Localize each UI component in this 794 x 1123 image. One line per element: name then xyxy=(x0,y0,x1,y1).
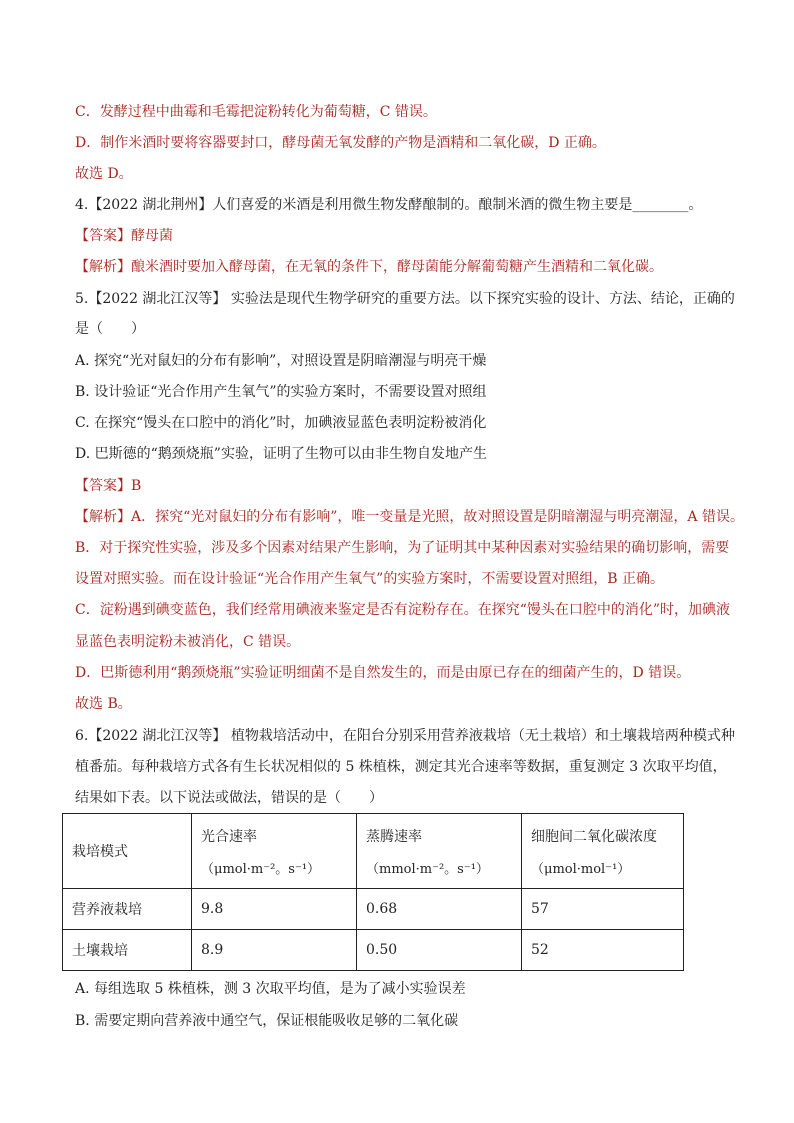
q5-explanation-c-line-2: 显蓝色表明淀粉未被消化，C 错误。 xyxy=(75,634,301,650)
answer-text: B xyxy=(131,478,142,494)
q4-answer xyxy=(75,227,173,245)
answer-label: 【答案】 xyxy=(75,228,131,244)
q5-explanation-b-line-2: 设置对照实验。而在设计验证“光合作用产生氧气”的实验方案时，不需要设置对照组，B 正确。 xyxy=(75,571,665,587)
table-cell: 土壤栽培 xyxy=(63,930,192,971)
q4-explanation xyxy=(75,258,663,276)
table-header-cell: 细胞间二氧化碳浓度 （μmol·mol⁻¹） xyxy=(522,814,684,889)
explanation-text: A．探究“光对鼠妇的分布有影响”，唯一变量是光照，故对照设置是阴暗潮湿与明亮潮湿，A 错误。 xyxy=(131,509,744,525)
explanation-text: 酿米酒时要加入酵母菌，在无氧的条件下，酵母菌能分解葡萄糖产生酒精和二氧化碳。 xyxy=(131,259,663,275)
answer-text: 酵母菌 xyxy=(131,228,173,244)
question-6-line-3: 结果如下表。以下说法或做法，错误的是（ ） xyxy=(75,790,383,806)
table-header-row xyxy=(63,814,684,889)
answer-conclusion-d: 故选 D。 xyxy=(75,166,133,182)
q6-option-b: B. 需要定期向营养液中通空气，保证根能吸收足够的二氧化碳 xyxy=(75,1013,459,1029)
table-header-cell: 光合速率 （μmol·m⁻²。s⁻¹） xyxy=(192,814,357,889)
q5-option-a: A. 探究“光对鼠妇的分布有影响”，对照设置是阴暗潮湿与明亮干燥 xyxy=(75,353,487,369)
q6-option-a: A. 每组选取 5 株植株，测 3 次取平均值，是为了减小实验误差 xyxy=(75,981,466,997)
question-5-line-1: 5.【2022 湖北江汉等】 实验法是现代生物学研究的重要方法。以下探究实验的设计、方法、结论，正确的 xyxy=(75,291,735,307)
q5-explanation-a xyxy=(75,508,744,526)
table-cell: 0.68 xyxy=(357,889,522,930)
answer-conclusion-b: 故选 B。 xyxy=(75,696,132,712)
data-table xyxy=(62,813,684,971)
explanation-label: 【解析】 xyxy=(75,259,131,275)
table-header-cell: 栽培模式 xyxy=(63,814,192,889)
q5-explanation-b-line-1: B．对于探究性实验，涉及多个因素对结果产生影响，为了证明其中某种因素对实验结果的确切影响，需要 xyxy=(75,540,730,556)
table-cell: 52 xyxy=(522,930,684,971)
q5-explanation-c-line-1: C．淀粉遇到碘变蓝色，我们经常用碘液来鉴定是否有淀粉存在。在探究“馒头在口腔中的消化”时，加碘液 xyxy=(75,602,731,618)
table-header-cell: 蒸腾速率 （mmol·m⁻²。s⁻¹） xyxy=(357,814,522,889)
option-c-explanation: C．发酵过程中曲霉和毛霉把淀粉转化为葡萄糖，C 错误。 xyxy=(75,104,437,120)
q5-explanation-d: D．巴斯德利用“鹅颈烧瓶”实验证明细菌不是自然发生的，而是由原已存在的细菌产生的，D 错误。 xyxy=(75,665,691,681)
explanation-label: 【解析】 xyxy=(75,509,131,525)
table-cell: 9.8 xyxy=(192,889,357,930)
option-d-explanation: D．制作米酒时要将容器要封口，酵母菌无氧发酵的产物是酒精和二氧化碳，D 正确。 xyxy=(75,135,606,151)
answer-label: 【答案】 xyxy=(75,478,131,494)
q5-answer xyxy=(75,477,141,495)
table-cell: 8.9 xyxy=(192,930,357,971)
table-cell: 0.50 xyxy=(357,930,522,971)
q5-option-c: C. 在探究“馒头在口腔中的消化”时，加碘液显蓝色表明淀粉被消化 xyxy=(75,415,487,431)
table-row xyxy=(63,930,684,971)
q5-option-d: D. 巴斯德的“鹅颈烧瓶”实验，证明了生物可以由非生物自发地产生 xyxy=(75,446,487,462)
table-cell: 营养液栽培 xyxy=(63,889,192,930)
question-6-line-2: 植番茄。每种栽培方式各有生长状况相似的 5 株植株，测定其光合速率等数据，重复测定 3 次取平均值， xyxy=(75,759,727,775)
q5-option-b: B. 设计验证“光合作用产生氧气”的实验方案时，不需要设置对照组 xyxy=(75,384,487,400)
question-5-line-2: 是（ ） xyxy=(75,321,145,337)
question-4: 4.【2022 湖北荆州】人们喜爱的米酒是利用微生物发酵酿制的。酿制米酒的微生物主要是________。 xyxy=(75,197,703,213)
question-6-line-1: 6.【2022 湖北江汉等】 植物栽培活动中，在阳台分别采用营养液栽培（无土栽培）和土壤栽培两种模式种 xyxy=(75,728,735,744)
table-row xyxy=(63,889,684,930)
table-cell: 57 xyxy=(522,889,684,930)
